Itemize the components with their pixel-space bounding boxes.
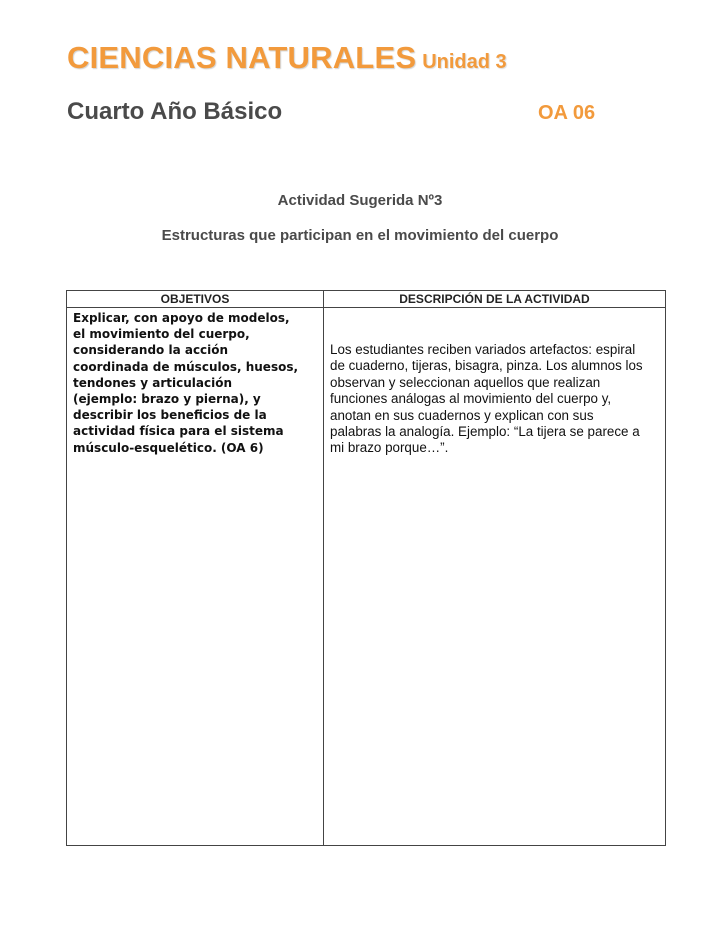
objectives-cell <box>67 308 324 846</box>
activity-title: Actividad Sugerida Nº3 <box>277 192 443 209</box>
subject-title-row <box>67 40 507 76</box>
subject-title: CIENCIAS NATURALES <box>67 40 417 75</box>
unit-label: Unidad 3 <box>422 51 507 73</box>
oa-code: OA 06 <box>538 102 596 124</box>
grade-label: Cuarto Año Básico <box>67 98 283 125</box>
activity-subtitle: Estructuras que participan en el movimiento del cuerpo <box>161 227 559 244</box>
description-text: Los estudiantes reciben variados artefactos: espiral de cuaderno, tijeras, bisagra, pinza. Los alumnos los observan y seleccionan aquellos que realizan funciones análogas al movimiento del cuerpo y, anotan en sus cuadernos y explican con sus palabras la analogía. Ejemplo: “La tijera se parece a mi brazo porque…”. <box>330 342 643 456</box>
description-cell <box>324 308 666 846</box>
description-header: DESCRIPCIÓN DE LA ACTIVIDAD <box>324 291 666 308</box>
table-row <box>67 308 666 846</box>
objectives-text: Explicar, con apoyo de modelos, el movimiento del cuerpo, considerando la acción coordinada de músculos, huesos, tendones y articulación (ejemplo: brazo y pierna), y describir los beneficios de la actividad física para el sistema músculo-esquelético. (OA 6) <box>73 311 299 455</box>
table-header-row <box>67 291 666 308</box>
objectives-header: OBJETIVOS <box>67 291 324 308</box>
activity-table <box>66 290 666 846</box>
